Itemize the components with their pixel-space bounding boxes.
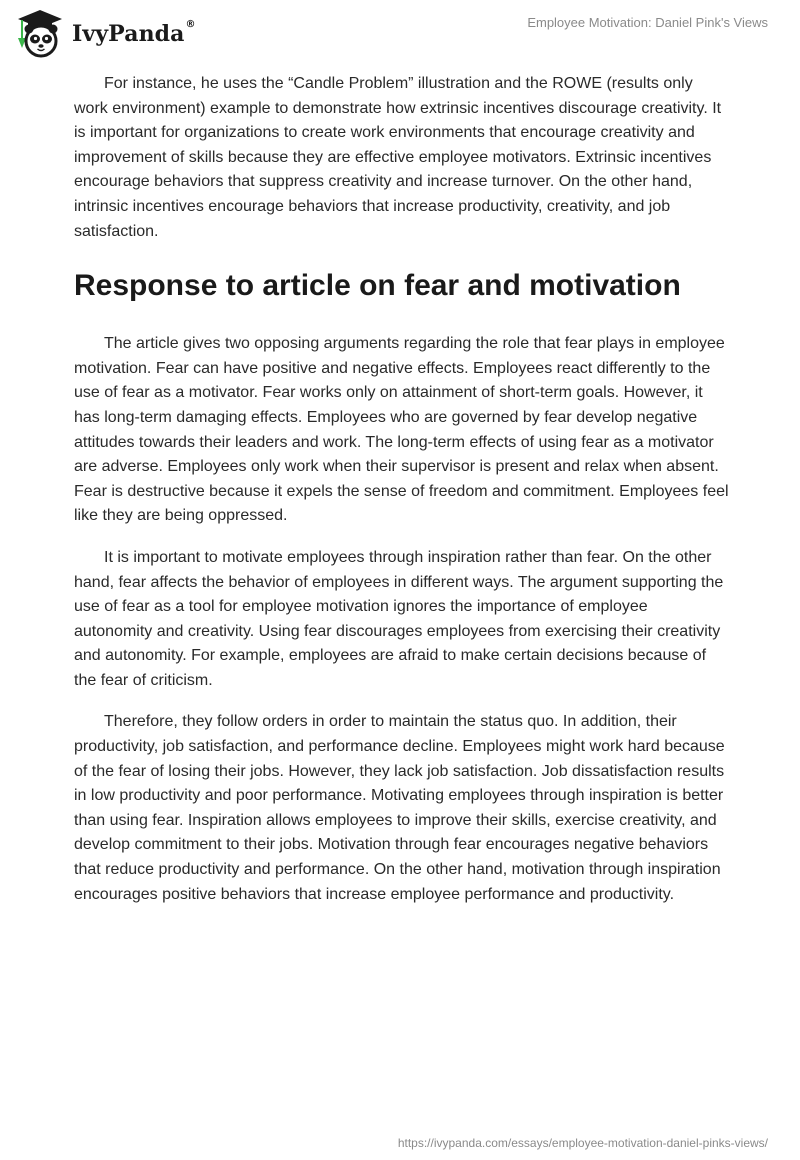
section-heading: Response to article on fear and motivation	[74, 269, 681, 303]
body-paragraph: Therefore, they follow orders in order to maintain the status quo. In addition, their productivity, job satisfaction, and performance decline. Employees might work hard because of the fear of losing their jobs. However, they lack job satisfaction. Job dissatisfaction results in low productivity and poor performance. Motivating employees through inspiration is better than using fear. Inspiration allows employees to improve their skills, exercise creativity, and develop commitment to their jobs. Motivation through fear encourages negative behaviors that reduce productivity and performance. On the other hand, motivation through inspiration encourages positive behaviors that increase employee performance and productivity.	[74, 713, 725, 903]
document-title: Employee Motivation: Daniel Pink's Views	[527, 15, 768, 30]
intro-paragraph: For instance, he uses the “Candle Problem” illustration and the ROWE (results only work environment) example to demonstrate how extrinsic incentives discourage creativity. It is important for organizations to create work environments that encourage creativity and improvement of skills because they are effective employee motivators. Extrinsic incentives encourage behaviors that suppress creativity and increase turnover. On the other hand, intrinsic incentives encourage behaviors that increase productivity, creativity, and job satisfaction.	[74, 75, 722, 240]
ivypanda-logo[interactable]	[14, 8, 196, 58]
panda-graduate-icon	[14, 8, 66, 58]
body-paragraph: It is important to motivate employees through inspiration rather than fear. On the other hand, fear affects the behavior of employees in different ways. The argument supporting the use of fear as a tool for employee motivation ignores the importance of employee autonomity and creativity. Using fear discourages employees from exercising their creativity and autonomity. For example, employees are afraid to make certain decisions because of the fear of criticism.	[74, 548, 724, 689]
source-url[interactable]: https://ivypanda.com/essays/employee-motivation-daniel-pinks-views/	[397, 1136, 768, 1150]
page-header	[0, 0, 800, 60]
body-paragraph: The article gives two opposing arguments regarding the role that fear plays in employee motivation. Fear can have positive and negative effects. Employees react differently to the use of fear as a motivator. Fear works only on attainment of short-term goals. However, it has long-term damaging effects. Employees who are governed by fear develop negative attitudes towards their leaders and work. The long-term effects of using fear as a motivator are adverse. Employees only work when their supervisor is present and relax when absent. Fear is destructive because it expels the sense of freedom and commitment. Employees feel like they are being oppressed.	[74, 335, 729, 525]
essay-body	[74, 72, 730, 924]
brand-name: IvyPanda®	[72, 19, 196, 47]
registered-mark: ®	[185, 19, 196, 30]
